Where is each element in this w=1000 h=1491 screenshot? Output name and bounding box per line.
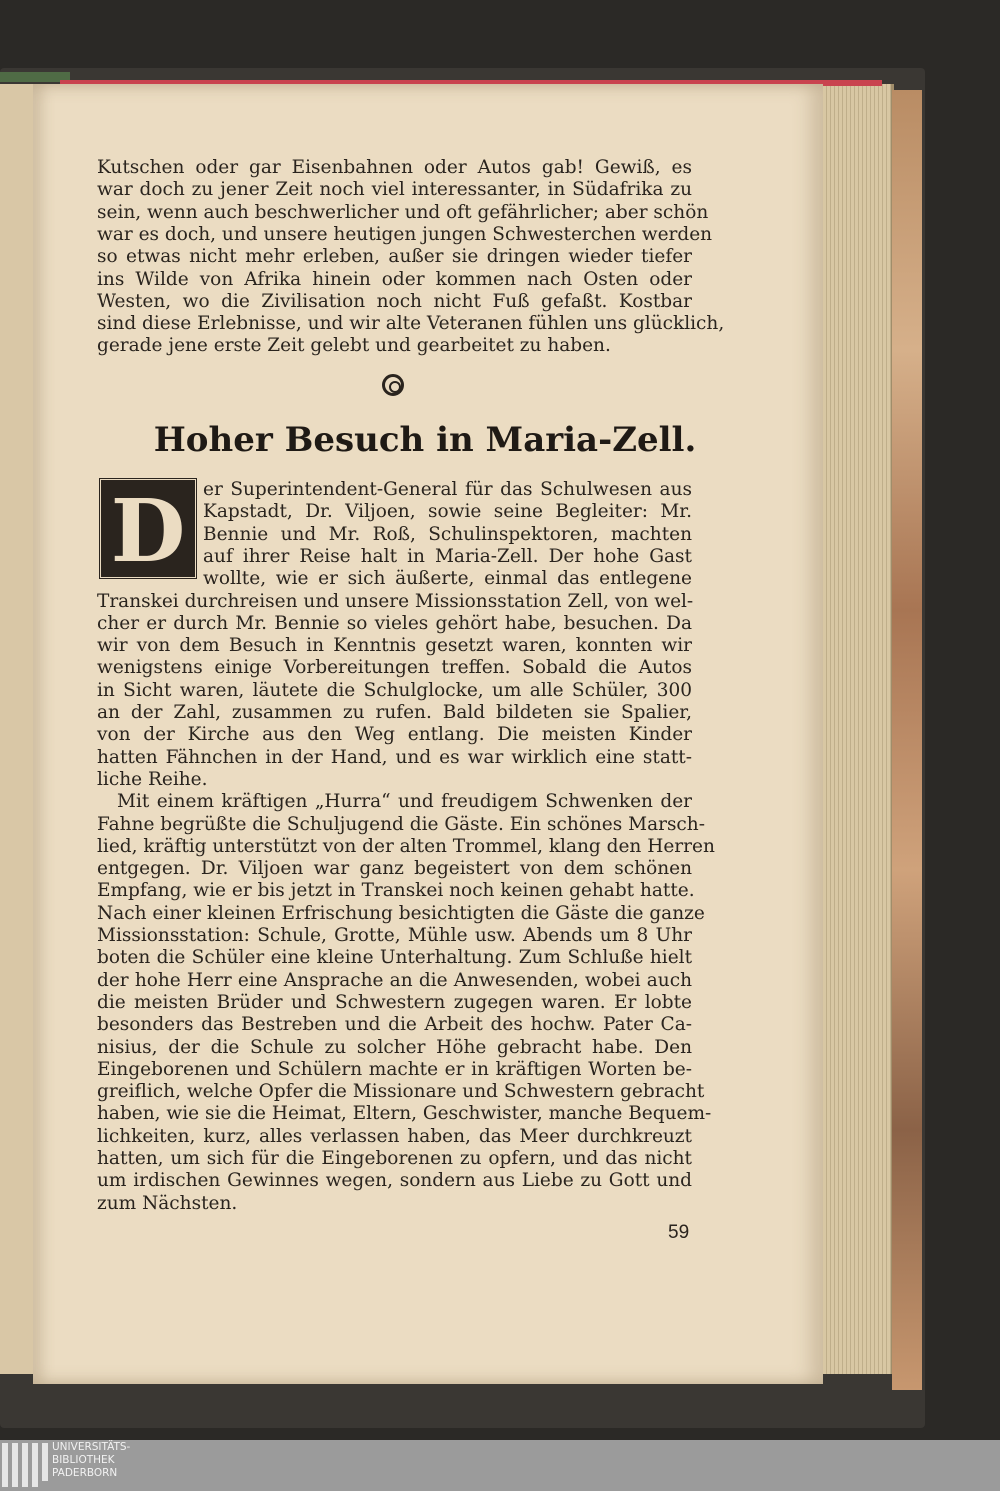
text-line: Westen, wo die Zivilisation noch nicht Fuß gefaßt. Kostbar	[97, 290, 692, 312]
text-line: die meisten Brüder und Schwestern zugegen waren. Er lobte	[97, 991, 692, 1013]
section-title: Hoher Besuch in Maria-Zell.	[153, 420, 697, 460]
text-line: Kapstadt, Dr. Viljoen, sowie seine Begleiter: Mr.	[203, 501, 692, 523]
text-line: sind diese Erlebnisse, und wir alte Veteranen fühlen uns glücklich,	[97, 313, 725, 335]
text-line: wollte, wie er sich äußerte, einmal das entlegene	[203, 568, 692, 590]
text-line: von der Kirche aus den Weg entlang. Die meisten Kinder	[97, 724, 692, 746]
text-line: auf ihrer Reise halt in Maria-Zell. Der hohe Gast	[203, 545, 692, 567]
text-line: der hohe Herr eine Ansprache an die Anwesenden, wobei auch	[97, 969, 692, 991]
text-line: um irdischen Gewinnes wegen, sondern aus Liebe zu Gott und	[97, 1170, 692, 1192]
text-line: Empfang, wie er bis jetzt in Transkei noch keinen gehabt hatte.	[97, 880, 695, 902]
logo-line: BIBLIOTHEK	[52, 1454, 115, 1466]
page-stack	[815, 84, 894, 1374]
text-line: lied, kräftig unterstützt von der alten Trommel, klang den Herren	[97, 835, 715, 857]
text-line: gerade jene erste Zeit gelebt und gearbeitet zu haben.	[97, 335, 611, 357]
text-line: besonders das Bestreben und die Arbeit des hochw. Pater Ca-	[97, 1014, 692, 1036]
text-line: Eingeborenen und Schülern machte er in kräftigen Worten be-	[97, 1058, 692, 1080]
text-line: greiflich, welche Opfer die Missionare und Schwestern gebracht	[97, 1081, 705, 1103]
logo-line: UNIVERSITÄTS-	[52, 1441, 131, 1453]
logo-line: PADERBORN	[52, 1467, 118, 1479]
text-line: liche Reihe.	[97, 768, 208, 790]
text-line: Fahne begrüßte die Schuljugend die Gäste. Ein schönes Marsch-	[97, 813, 705, 835]
text-line: boten die Schüler eine kleine Unterhaltung. Zum Schluße hielt	[97, 947, 692, 969]
text-line: haben, wie sie die Heimat, Eltern, Geschwister, manche Bequem-	[97, 1103, 712, 1125]
text-line: er Superintendent-General für das Schulwesen aus	[203, 479, 692, 500]
text-line: war doch zu jener Zeit noch viel interessanter, in Südafrika zu	[97, 179, 692, 201]
text-line: an der Zahl, zusammen zu rufen. Bald bildeten sie Spalier,	[97, 702, 692, 723]
text-line: Bennie und Mr. Roß, Schulinspektoren, machten	[203, 523, 692, 545]
text-line: Transkei durchreisen und unsere Missionsstation Zell, von wel-	[97, 590, 694, 612]
text-line: entgegen. Dr. Viljoen war ganz begeistert von dem schönen	[97, 858, 692, 880]
page-number: 59	[668, 1222, 690, 1243]
text-line: wir von dem Besuch in Kenntnis gesetzt waren, konnten wir	[97, 635, 692, 657]
text-line: hatten, um sich für die Eingeborenen zu opfern, und das nicht	[97, 1148, 692, 1169]
text-line: Kutschen oder gar Eisenbahnen oder Autos gab! Gewiß, es	[97, 157, 692, 178]
text-line: ins Wilde von Afrika hinein oder kommen nach Osten oder	[97, 268, 692, 290]
text-line: war es doch, und unsere heutigen jungen Schwesterchen werden	[97, 223, 713, 245]
text-line: in Sicht waren, läutete die Schulglocke, um alle Schüler, 300	[97, 679, 692, 701]
text-line: cher er durch Mr. Bennie so vieles gehört habe, besuchen. Da	[97, 612, 692, 634]
text-line: wenigstens einige Vorbereitungen treffen. Sobald die Autos	[97, 657, 692, 679]
text-line: lichkeiten, kurz, alles verlassen haben, das Meer durchkreuzt	[97, 1125, 692, 1147]
text-line: Missionsstation: Schule, Grotte, Mühle usw. Abends um 8 Uhr	[97, 925, 692, 946]
drop-cap: D	[98, 477, 198, 580]
text-line: zum Nächsten.	[97, 1192, 238, 1214]
text-line: sein, wenn auch beschwerlicher und oft gefährlicher; aber schön	[97, 201, 709, 223]
left-page-edge	[0, 84, 34, 1374]
text-line: hatten Fähnchen in der Hand, und es war wirklich eine statt-	[97, 746, 692, 768]
ornament-icon	[382, 374, 404, 396]
text-line: nisius, der die Schule zu solcher Höhe gebracht habe. Den	[97, 1036, 692, 1058]
text-line: Mit einem kräftigen „Hurra“ und freudigem Schwenken der	[117, 791, 692, 813]
footer-bar	[0, 1440, 1000, 1491]
library-logo-text	[52, 1441, 130, 1480]
text-line: so etwas nicht mehr erleben, außer sie dringen wieder tiefer	[97, 246, 692, 268]
marbled-edge	[892, 90, 922, 1390]
text-line: Nach einer kleinen Erfrischung besichtigten die Gäste die ganze	[97, 902, 705, 924]
